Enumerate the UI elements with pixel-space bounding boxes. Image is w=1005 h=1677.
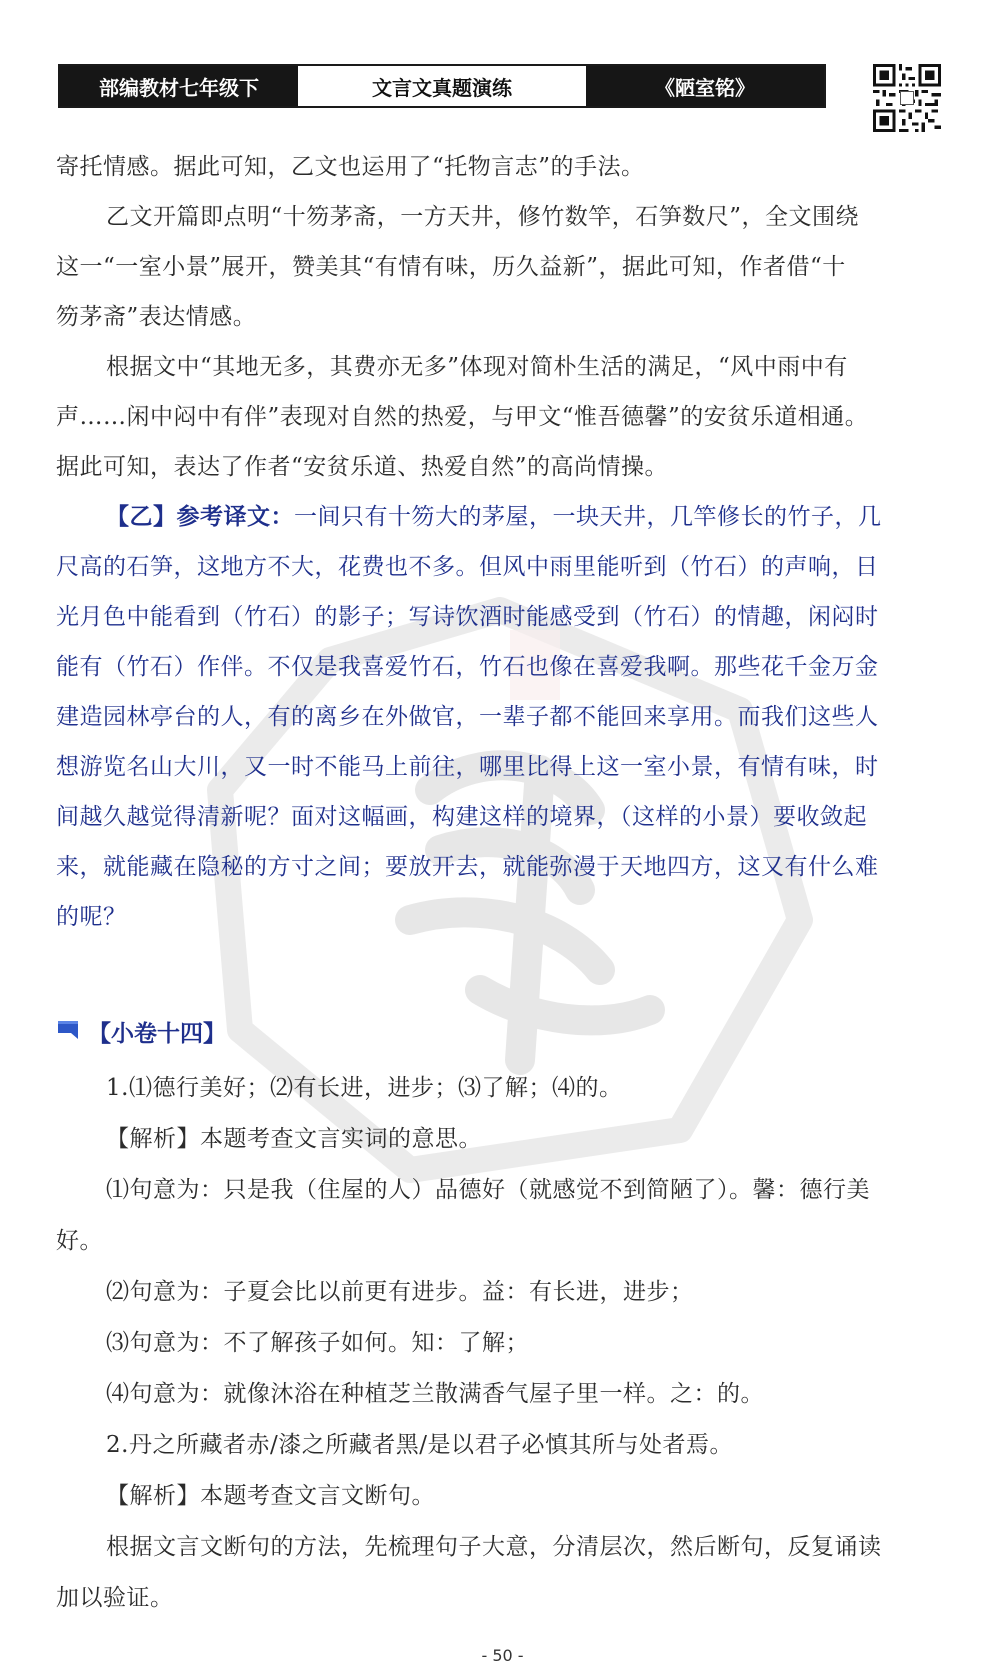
translation-line: 的呢？ [56,904,127,930]
page-number: - 50 - [481,1646,524,1665]
text-line: 乙文开篇即点明“十笏茅斋，一方天井，修竹数竿，石笋数尺”，全文围绕 [106,204,860,230]
answer-list [56,1063,951,1624]
answer-line: 根据文言文断句的方法，先梳理句子大意，分清层次，然后断句，反复诵读 [106,1534,882,1560]
bookmark-icon [56,1019,82,1043]
answer-line: ⑷句意为：就像沐浴在种植芝兰散满香气屋子里一样。之：的。 [106,1381,764,1407]
header-title: 《陋室铭》 [586,66,824,106]
text-line: 笏茅斋”表达情感。 [56,304,257,330]
answer-line: ⑴句意为：只是我（住屋的人）品德好（就感觉不到简陋了）。馨：德行美 [106,1177,870,1203]
header-bar [58,64,826,108]
text-line: 根据文中“其地无多，其费亦无多”体现对简朴生活的满足，“风中雨中有 [106,354,848,380]
text-line: 这一“一室小景”展开，赞美其“有情有味，历久益新”，据此可知，作者借“十 [56,254,846,280]
answer-line: 好。 [56,1228,103,1254]
section-heading [56,1013,226,1049]
qr-code-icon [873,64,941,132]
translation-text: 一间只有十笏大的茅屋，一块天井，几竿修长的竹子，几 [294,504,882,530]
text-line: 寄托情感。据此可知，乙文也运用了“托物言志”的手法。 [56,154,645,180]
translation-line: 建造园林亭台的人，有的离乡在外做官，一辈子都不能回来享用。而我们这些人 [56,704,879,730]
translation-line: 光月色中能看到（竹石）的影子；写诗饮酒时能感受到（竹石）的情趣，闲闷时 [56,604,879,630]
header-grade: 部编教材七年级下 [60,66,298,106]
passage-analysis [56,142,951,942]
answer-line: ⑶句意为：不了解孩子如何。知：了解； [106,1330,529,1356]
text-line: 声……闲中闷中有伴”表现对自然的热爱，与甲文“惟吾德馨”的安贫乐道相通。 [56,404,869,430]
text-line: 据此可知，表达了作者“安贫乐道、热爱自然”的高尚情操。 [56,454,669,480]
header-subject: 文言文真题演练 [298,66,586,106]
translation-first-line [56,492,951,542]
translation-line: 来，就能藏在隐秘的方寸之间；要放开去，就能弥漫于天地四方，这又有什么难 [56,854,879,880]
answer-line: 2.丹之所藏者赤/漆之所藏者黑/是以君子必慎其所与处者焉。 [106,1432,733,1458]
translation-label: 【乙】参考译文： [106,504,294,530]
translation-line: 尺高的石笋，这地方不大，花费也不多。但风中雨里能听到（竹石）的声响，日 [56,554,879,580]
section-title: 【小卷十四】 [88,1020,226,1047]
translation-line: 能有（竹石）作伴。不仅是我喜爱竹石，竹石也像在喜爱我啊。那些花千金万金 [56,654,879,680]
translation-line: 想游览名山大川，又一时不能马上前往，哪里比得上这一室小景，有情有味，时 [56,754,879,780]
answer-line: 【解析】本题考查文言实词的意思。 [106,1126,482,1152]
translation-line: 间越久越觉得清新呢？面对这幅画，构建这样的境界，（这样的小景）要收敛起 [56,804,867,830]
answer-line: 1.⑴德行美好；⑵有长进，进步；⑶了解；⑷的。 [106,1075,623,1101]
answer-line: 加以验证。 [56,1585,174,1611]
answer-line: 【解析】本题考查文言文断句。 [106,1483,435,1509]
answer-line: ⑵句意为：子夏会比以前更有进步。益：有长进，进步； [106,1279,694,1305]
